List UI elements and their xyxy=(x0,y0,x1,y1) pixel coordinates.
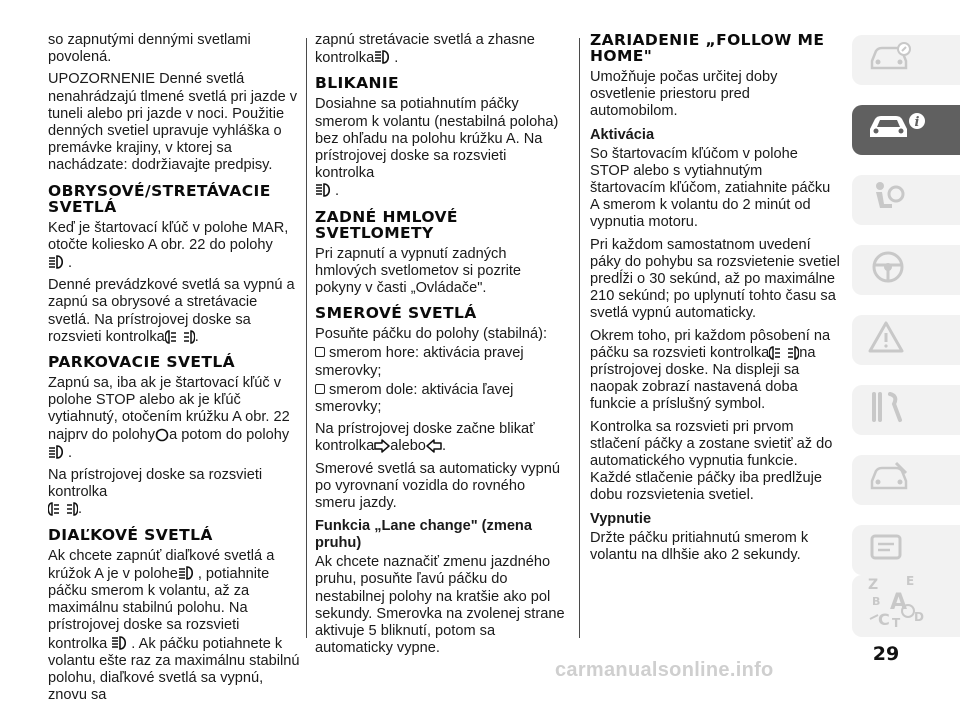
position-lights-icon xyxy=(48,502,78,516)
paragraph: Dosiahne sa potiahnutím páčky smerom k volantu (nestabilná poloha) bez ohľadu na polohu krúžku A. Na prístrojovej doske sa rozsvieti kontrolka . xyxy=(315,96,559,200)
tab-car-service[interactable] xyxy=(852,455,960,505)
low-beam-icon xyxy=(48,254,68,270)
svg-text:Z: Z xyxy=(868,577,879,594)
paragraph: Posuňte páčku do polohy (stabilná): xyxy=(315,326,548,343)
column-divider xyxy=(579,38,580,638)
svg-text:i: i xyxy=(914,115,920,131)
watermark: carmanualsonline.info xyxy=(555,659,774,681)
tab-airbag-safety[interactable] xyxy=(852,175,960,225)
svg-text:A: A xyxy=(890,590,908,616)
heading-follow-me-home: ZARIADENIE „FOLLOW ME HOME" xyxy=(590,31,825,65)
tab-alphabetical-index[interactable] xyxy=(852,575,960,637)
svg-text:C: C xyxy=(878,610,890,630)
warning-triangle-icon xyxy=(866,320,912,359)
heading-blikanie: BLIKANIE xyxy=(315,74,399,93)
paragraph: Držte páčku pritiahnutú smerom k volantu na dlhšie ako 2 sekundy. xyxy=(590,529,809,563)
paragraph: Ak chcete naznačiť zmenu jazdného pruhu, posuňte ľavú páčku do nestabilnej polohy na kratšie ako pol sekundy. Smerovka na zvolenej strane aktivuje 5 bliknutí, potom sa automaticky vypne. xyxy=(315,554,565,657)
paragraph: Na prístrojovej doske sa rozsvieti kontrolka . xyxy=(48,467,263,518)
paragraph: Ak chcete zapnúť diaľkové svetlá a krúžok A je v polohe , potiahnite páčku smerom k volantu, až za maximálnu stabilnú polohu. Na prístrojovej doske sa rozsvieti kontrolka . Ak páčku potiahnete k volantu ešte raz za maximálnu stabilnú polohu, diaľkové svetlá sa vypnú, znovu sa xyxy=(48,547,300,704)
paragraph: Keď je štartovací kľúč v polohe MAR, otočte koliesko A obr. 22 do polohy . xyxy=(48,219,289,272)
left-turn-signal-icon xyxy=(426,439,442,453)
off-position-icon xyxy=(155,428,169,442)
paragraph: zapnú stretávacie svetlá a zhasne kontrolka . xyxy=(315,32,535,67)
paragraph: So štartovacím kľúčom v polohe STOP alebo s vytiahnutým štartovacím kľúčom, zatiahnite páčku A smerom k volantu do 2 minút od vypnutia motoru. xyxy=(590,145,831,231)
low-beam-icon xyxy=(48,444,68,460)
steering-wheel-icon xyxy=(866,250,912,289)
list-item: smerom hore: aktivácia pravej smerovky; xyxy=(315,345,524,379)
list-item: smerom dole: aktivácia ľavej smerovky; xyxy=(315,381,514,416)
heading-lane-change: Funkcia „Lane change" (zmena pruhu) xyxy=(315,518,532,552)
column-divider xyxy=(306,38,307,638)
heading-dialkove-svetla: DIAĽKOVÉ SVETLÁ xyxy=(48,525,213,544)
tab-technical-data[interactable] xyxy=(852,525,960,575)
tab-car-overview[interactable] xyxy=(852,35,960,85)
high-beam-icon xyxy=(374,49,394,65)
column-2 xyxy=(315,32,567,662)
paragraph: Zapnú sa, iba ak je štartovací kľúč v polohe STOP alebo ak je kľúč vytiahnutý, otočením krúžku A obr. 22 najprv do polohy a potom do polohy . xyxy=(48,375,290,461)
position-lights-icon xyxy=(769,346,799,360)
technical-data-icon xyxy=(866,530,912,569)
svg-text:D: D xyxy=(914,610,924,625)
svg-text:B: B xyxy=(872,595,881,609)
bullet-square-icon xyxy=(315,347,325,357)
bullet-square-icon xyxy=(315,384,325,394)
position-lights-icon xyxy=(165,330,195,344)
tab-warning[interactable] xyxy=(852,315,960,365)
right-turn-signal-icon xyxy=(374,439,390,453)
paragraph: so zapnutými dennými svetlami povolená. xyxy=(48,32,251,66)
tools-icon xyxy=(866,390,912,429)
column-1 xyxy=(48,32,300,710)
paragraph: Kontrolka sa rozsvieti pri prvom stlačení páčky a zostane svietiť až do automatického vypnutia funkcie. Každé stlačenie páčky iba predlžuje dobu rozsvietenia svetiel. xyxy=(590,418,833,504)
heading-obrysove-svetla: OBRYSOVÉ/STRETÁVACIE SVETLÁ xyxy=(48,181,271,216)
alphabetical-index-icon xyxy=(866,575,938,636)
page-number: 29 xyxy=(872,643,900,665)
heading-parkovacie-svetla: PARKOVACIE SVETLÁ xyxy=(48,353,236,372)
airbag-safety-icon xyxy=(866,180,912,219)
car-info-icon xyxy=(866,111,926,148)
chapter-sidebar xyxy=(852,35,960,655)
heading-vypnutie: Vypnutie xyxy=(590,510,652,527)
high-beam-icon xyxy=(315,182,335,198)
paragraph: Pri každom samostatnom uvedení páky do pohybu sa rozsvietenie svetiel predĺži o 30 sekúnd, až po maximálne 210 sekúnd; po uplynutí tohto času sa svetlá vypnú automaticky. xyxy=(590,236,840,322)
heading-zadne-hmlove-svetlomety: ZADNÉ HMLOVÉ SVETLOMETY xyxy=(315,207,458,242)
paragraph: Okrem toho, pri každom pôsobení na páčku sa rozsvieti kontrolka na prístrojovej doske. Na displeji sa naopak zobrazí nastavená doba funkcie a príslušný symbol. xyxy=(590,327,831,413)
low-beam-icon xyxy=(178,565,198,581)
tab-tools[interactable] xyxy=(852,385,960,435)
paragraph: Smerové svetlá sa automaticky vypnú po vyrovnaní vozidla do rovného smeru jazdy. xyxy=(315,460,560,512)
tab-car-info[interactable] xyxy=(852,105,960,155)
svg-text:T: T xyxy=(892,616,901,631)
high-beam-icon xyxy=(111,635,131,651)
paragraph: Pri zapnutí a vypnutí zadných hmlových svetlometov si pozrite pokyny v časti „Ovládače". xyxy=(315,245,522,297)
car-service-icon xyxy=(866,461,912,498)
car-overview-icon xyxy=(866,41,912,78)
svg-text:E: E xyxy=(906,575,915,589)
heading-aktivacia: Aktivácia xyxy=(590,126,655,143)
paragraph: Na prístrojovej doske začne blikať kontrolka alebo . xyxy=(315,421,535,455)
paragraph: Denné prevádzkové svetlá sa vypnú a zapnú sa obrysové a stretávacie svetlá. Na prístrojovej doske sa rozsvieti kontrolka . xyxy=(48,277,295,345)
paragraph: Umožňuje počas určitej doby osvetlenie priestoru pred automobilom. xyxy=(590,69,778,120)
heading-smerove-svetla: SMEROVÉ SVETLÁ xyxy=(315,304,477,323)
tab-steering-wheel[interactable] xyxy=(852,245,960,295)
column-3 xyxy=(590,32,840,569)
paragraph: UPOZORNENIE Denné svetlá nenahrádzajú tlmené svetlá pri jazde v tuneli alebo pri jazde v noci. Použitie denných svetiel upravuje vyhláška o premávke krajiny, v ktorej sa nachádzate: dodržiavajte predpisy. xyxy=(48,71,298,174)
